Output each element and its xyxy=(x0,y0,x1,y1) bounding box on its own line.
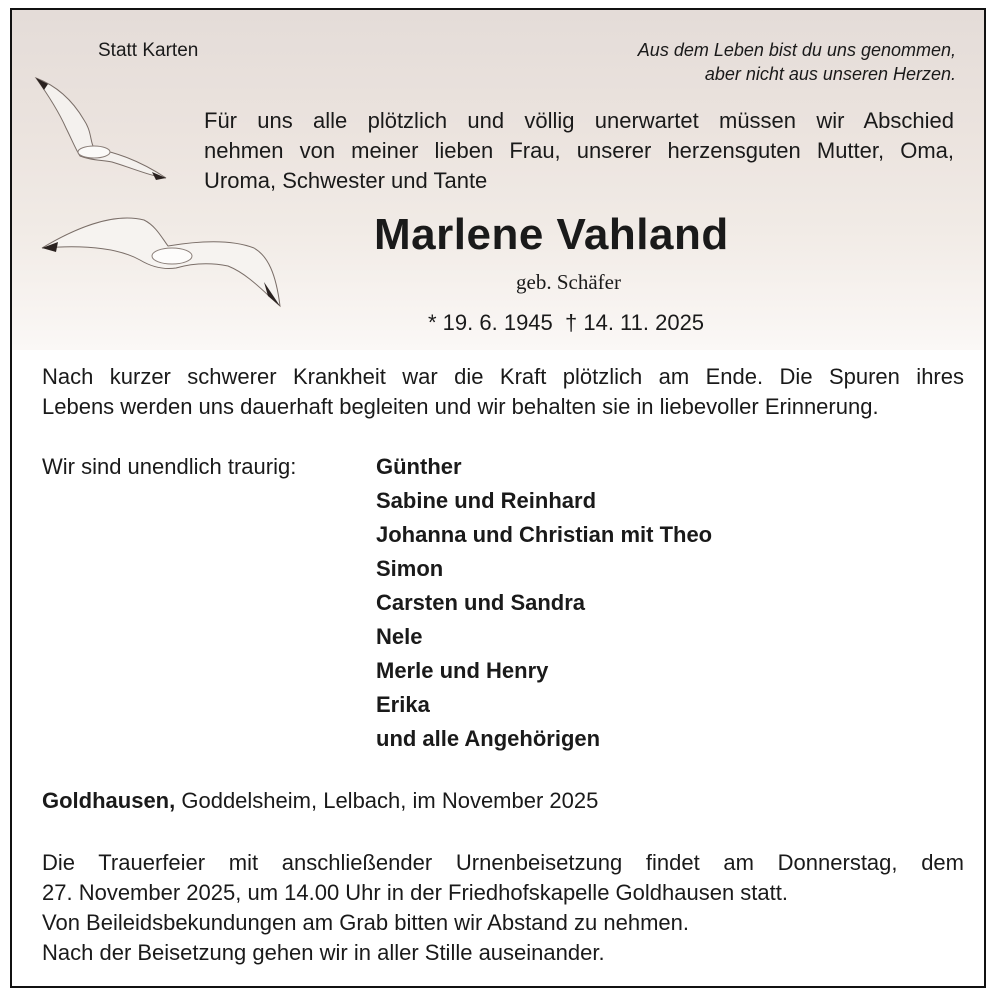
seagull-icon xyxy=(36,78,166,180)
funeral-line-3: Von Beileidsbekundungen am Grab bitten wir Abstand zu nehmen. xyxy=(42,910,689,935)
place-bold: Goldhausen, xyxy=(42,788,176,813)
motto-line-2: aber nicht aus unseren Herzen. xyxy=(704,64,956,84)
paragraph-line-2: Lebens werden uns dauerhaft begleiten und wir behalten sie in liebevoller Erinnerung. xyxy=(42,394,879,419)
maiden-name: geb. Schäfer xyxy=(516,270,621,294)
mourner-name: Nele xyxy=(376,624,423,649)
mourner-name: Sabine und Reinhard xyxy=(376,488,597,513)
mourner-name: Merle und Henry xyxy=(376,658,549,683)
deceased-name: Marlene Vahland xyxy=(374,210,729,259)
mourners-label: Wir sind unendlich traurig: xyxy=(42,454,297,479)
funeral-line-2: 27. November 2025, um 14.00 Uhr in der Friedhofskapelle Goldhausen statt. xyxy=(42,880,788,905)
funeral-line-1: Die Trauerfeier mit anschließender Urnenbeisetzung findet am Donnerstag, dem xyxy=(42,850,964,875)
intro-line-1: Für uns alle plötzlich und völlig unerwartet müssen wir Abschied xyxy=(204,108,954,133)
seagull-icon xyxy=(42,218,280,306)
mourner-name: Johanna und Christian mit Theo xyxy=(376,522,713,547)
life-dates: * 19. 6. 1945 † 14. 11. 2025 xyxy=(428,310,705,335)
motto-line-1: Aus dem Leben bist du uns genommen, xyxy=(637,40,956,60)
mourner-name: Simon xyxy=(376,556,444,581)
mourner-name: Günther xyxy=(376,454,462,479)
intro-line-2: nehmen von meiner lieben Frau, unserer herzensguten Mutter, Oma, xyxy=(204,138,954,163)
mourner-name: Erika xyxy=(376,692,430,717)
intro-line-3: Uroma, Schwester und Tante xyxy=(204,168,488,193)
place-rest: Goddelsheim, Lelbach, im November 2025 xyxy=(175,788,599,813)
obituary-frame xyxy=(10,8,986,988)
mourner-name: und alle Angehörigen xyxy=(376,726,601,751)
place-date-line xyxy=(42,788,598,814)
paragraph-line-1: Nach kurzer schwerer Krankheit war die Kraft plötzlich am Ende. Die Spuren ihres xyxy=(42,364,964,389)
statt-karten-label: Statt Karten xyxy=(98,40,199,61)
mourner-name: Carsten und Sandra xyxy=(376,590,586,615)
funeral-line-4: Nach der Beisetzung gehen wir in aller Stille auseinander. xyxy=(42,940,605,965)
